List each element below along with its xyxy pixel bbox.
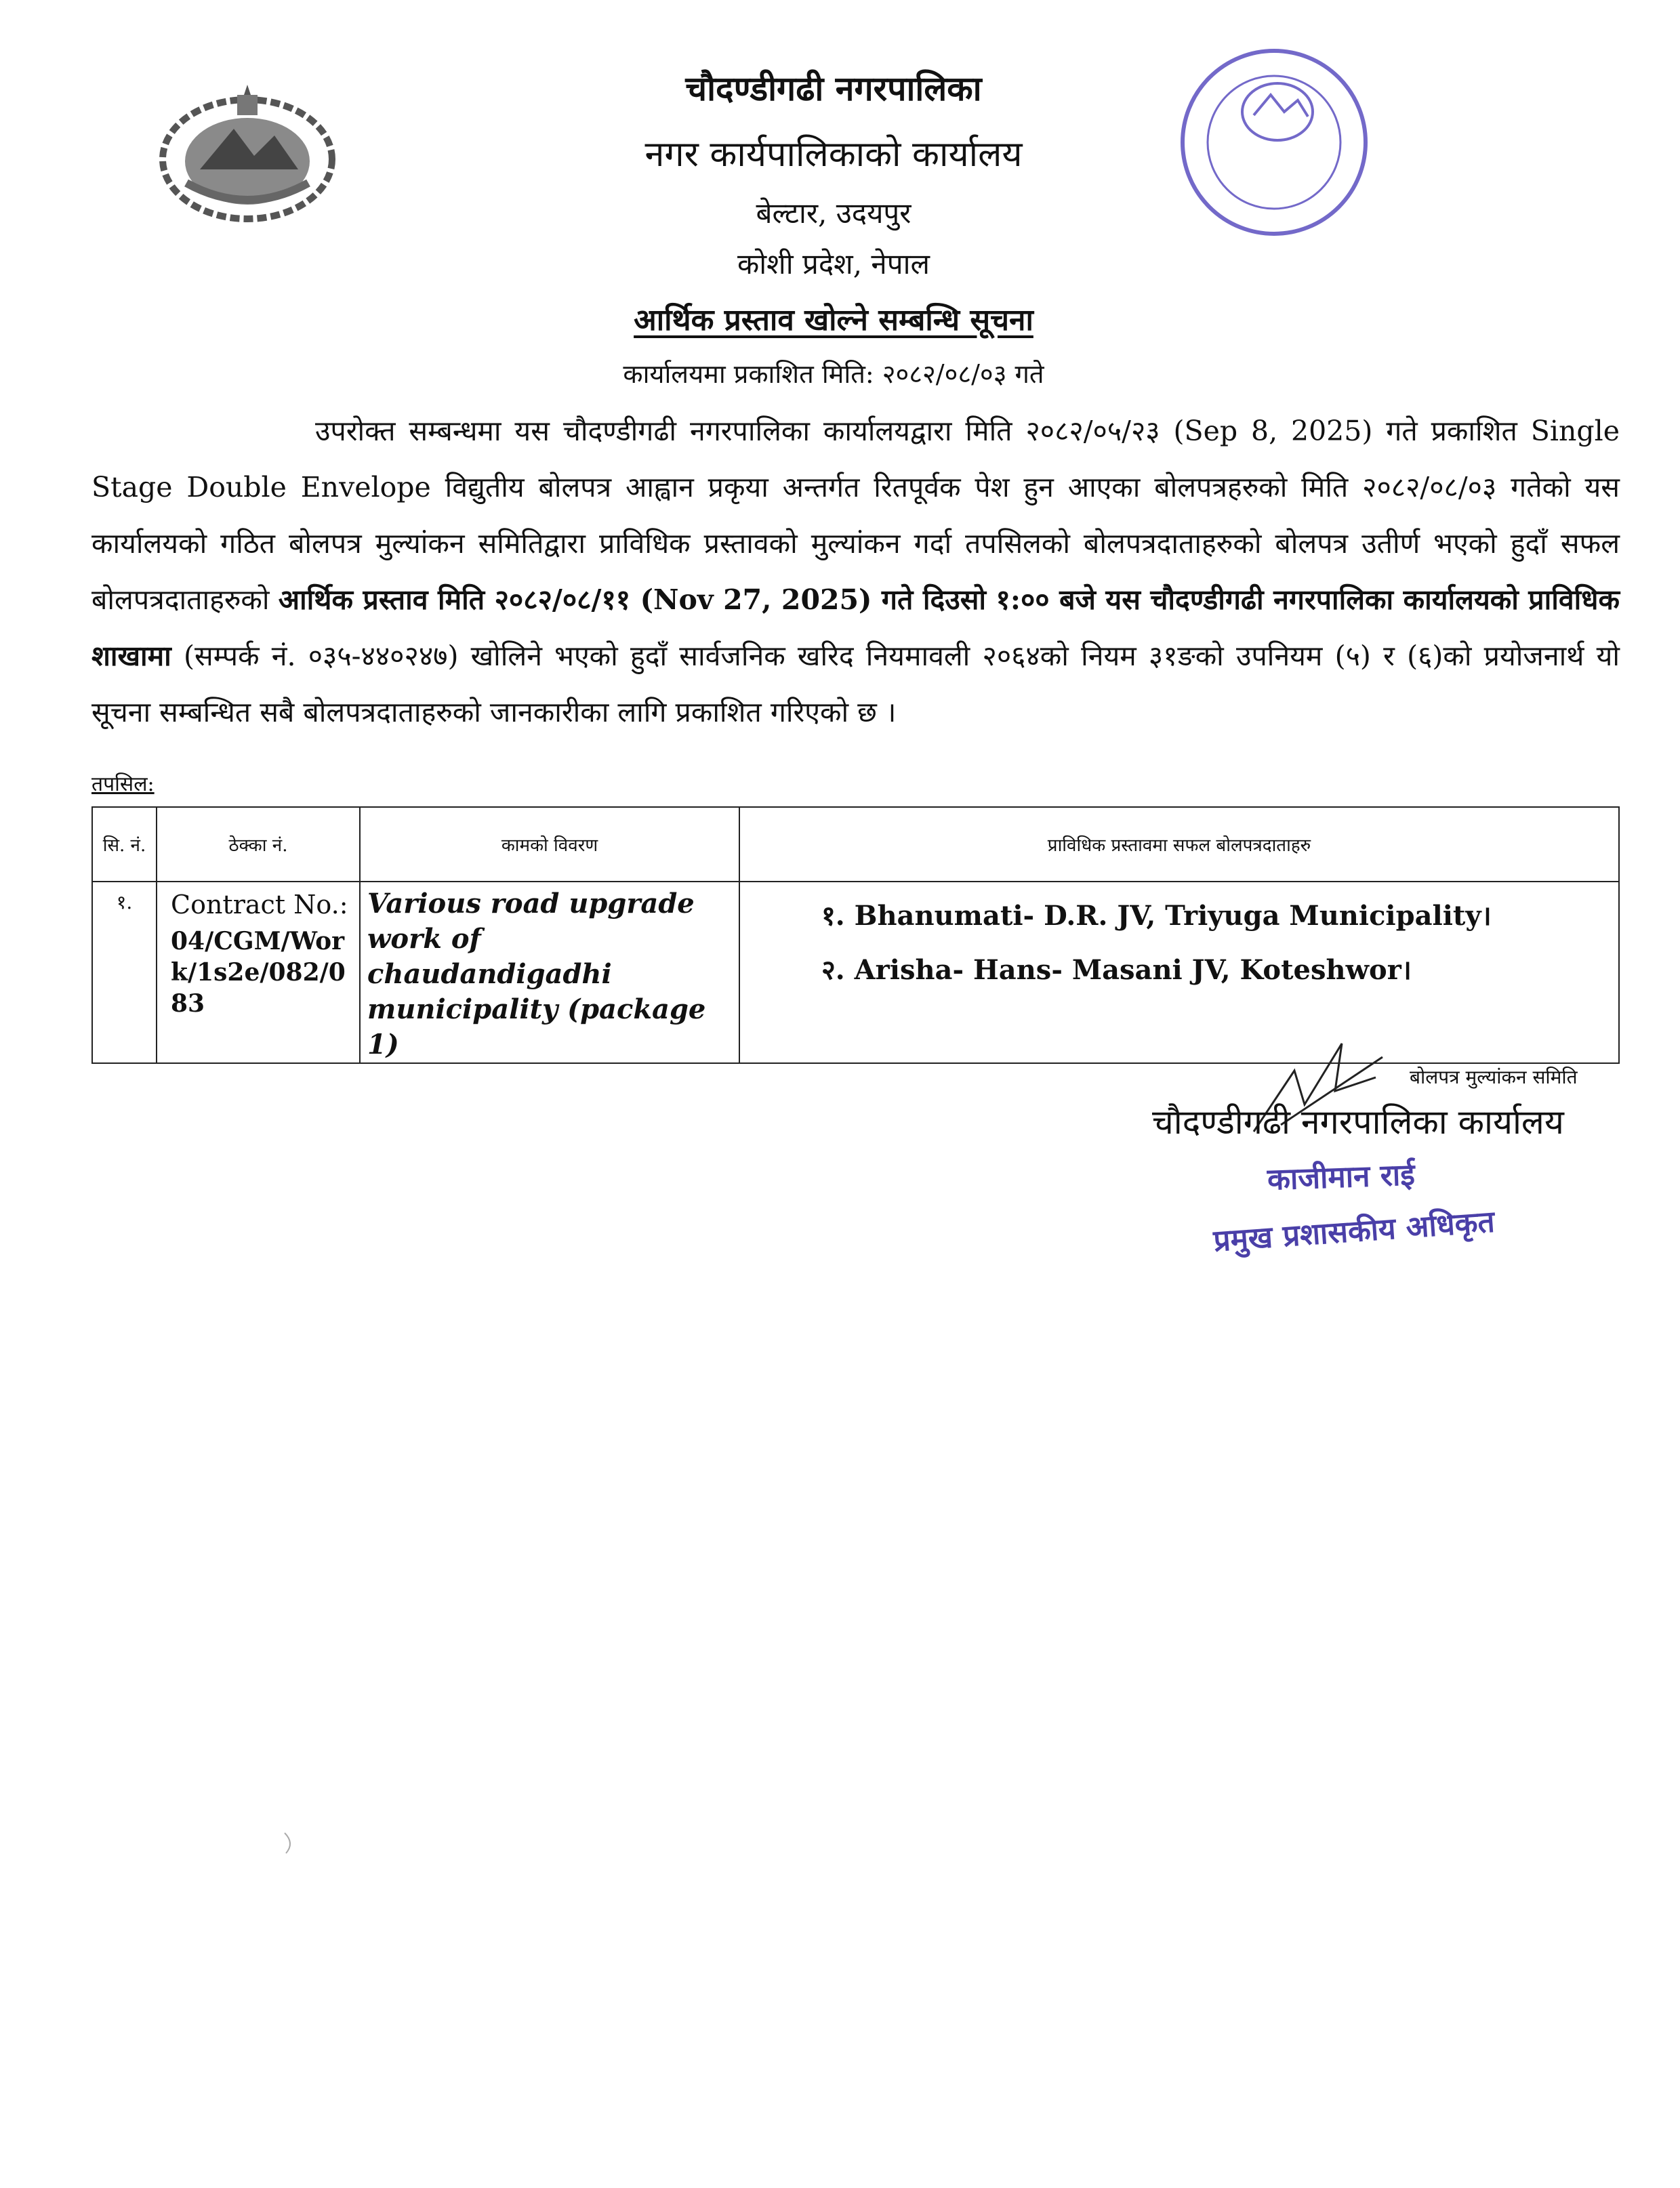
stray-mark [278,1830,305,1857]
cell-bidders [739,882,1619,1063]
bidder-item: २. Arisha- Hans- Masani JV, Koteshwor। [821,954,1412,986]
notice-title: आर्थिक प्रस्ताव खोल्ने सम्बन्धि सूचना [634,303,1033,337]
published-date: कार्यालयमा प्रकाशित मिति: २०८२/०८/०३ गते [623,359,1044,389]
body-text-part1: उपरोक्त सम्बन्धमा यस चौदण्डीगढी नगरपालिका कार्यालयद्वारा मिति २०८२/०५/२३ (Sep 8, 2025) गते प्रकाशित Single Stage Double Envelope विद्युतीय बोलपत्र आह्वान प्रकृया अन्तर्गत रितपूर्वक पेश हुन आएका बोलपत्रहरुको मिति २०८२/०८/०३ गतेको यस कार्यालयको गठित बोलपत्र मुल्यांकन समितिद्वारा प्राविधिक प्रस्तावको मुल्यांकन गर्दा तपसिलको बोलपत्रदाताहरुको बोलपत्र उतीर्ण भएको हुदाँ सफल बोलपत्रदाताहरुको [91,415,1620,616]
office-address: बेल्टार, उदयपुर [756,197,911,230]
table-header-row [92,807,1619,882]
contract-label: Contract No.: [171,890,348,920]
office-province: कोशी प्रदेश, नेपाल [737,247,930,281]
cell-description: Various road upgrade work of chaudandigadhi municipality (package 1) [360,882,739,1063]
evaluation-committee-label: बोलपत्र मुल्यांकन समिति [1410,1066,1578,1088]
nepal-emblem-icon [146,81,349,230]
body-text-bold: आर्थिक प्रस्ताव मिति २०८२/०८/११ (Nov 27, 2025) गते दिउसो १:०० बजे यस चौदण्डीगढी नगरपालिका कार्यालयको प्राविधिक शाखामा [91,583,1620,672]
municipality-name: चौदण्डीगढी नगरपालिका [685,68,982,108]
contract-number: 04/CGM/Work/1s2e/082/083 [171,927,346,1018]
header-sn: सि. नं. [92,807,157,882]
header-contract-no: ठेक्का नं. [157,807,360,882]
signature-office: चौदण्डीगढी नगरपालिका कार्यालय [1152,1102,1564,1142]
cell-sn: १. [92,882,157,1063]
office-name: नगर कार्यपालिकाको कार्यालय [644,134,1023,175]
bidder-item: १. Bhanumati- D.R. JV, Triyuga Municipality। [821,900,1492,932]
header-bidders: प्राविधिक प्रस्तावमा सफल बोलपत्रदाताहरु [739,807,1619,882]
stamp-officer-title: प्रमुख प्रशासकीय अधिकृत [1212,1204,1496,1259]
stamp-officer-name: काजीमान राई [1267,1157,1416,1197]
successful-bidders-table [91,806,1620,1064]
cell-contract-no [157,882,360,1063]
office-seal-icon [1145,47,1389,264]
notice-body [91,403,1620,741]
header-description: कामको विवरण [360,807,739,882]
body-text-part2: (सम्पर्क नं. ०३५-४४०२४७) खोलिने भएको हुदाँ सार्वजनिक खरिद नियमावली २०६४को नियम ३१ङको उपनियम (५) र (६)को प्रयोजनार्थ यो सूचना सम्बन्धित सबै बोलपत्रदाताहरुको जानकारीका लागि प्रकाशित गरिएको छ । [91,640,1620,728]
table-caption: तपसिल: [91,772,155,796]
